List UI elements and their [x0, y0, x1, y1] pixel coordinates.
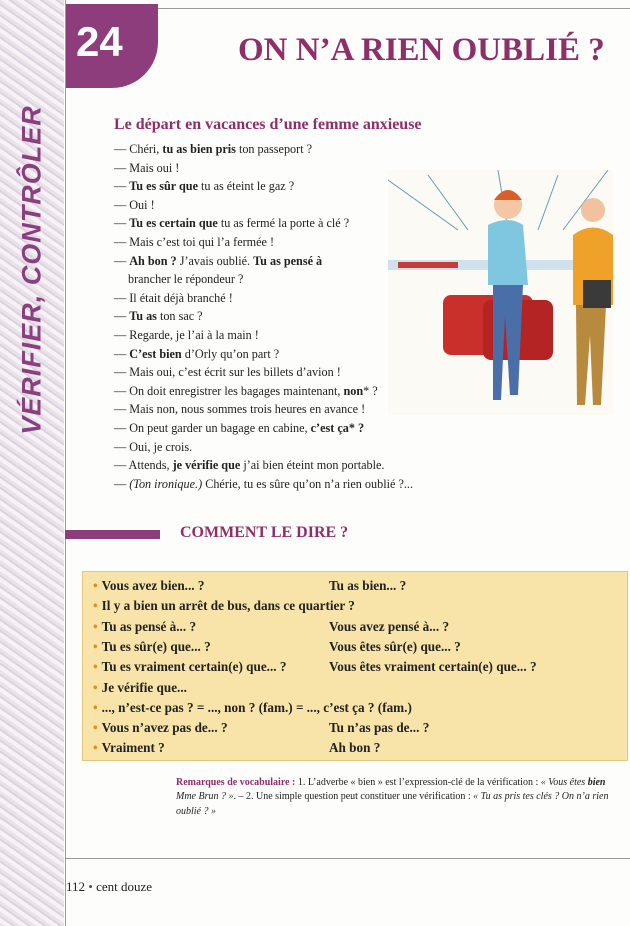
key-expression: Tu es certain que — [129, 216, 218, 231]
expression-formal: Vous avez bien... ? — [101, 578, 205, 593]
dialogue-line — [114, 438, 444, 457]
dialogue-text: ton sac ? — [156, 309, 203, 324]
dialogue-line — [114, 475, 444, 494]
bullet-icon: • — [93, 598, 98, 614]
expression-informal: Ah bon ? — [329, 740, 381, 756]
key-expression: Ah bon ? — [129, 253, 177, 268]
expression-row — [93, 659, 537, 675]
key-expression: je vérifie que — [172, 458, 241, 473]
expression-row — [93, 598, 355, 614]
expression-informal: Tu as bien... ? — [329, 578, 407, 593]
expression-informal: Vous êtes sûr(e) que... ? — [329, 638, 461, 654]
dialogue-title: Le départ en vacances d’une femme anxieuse — [114, 116, 422, 133]
expressions-box — [82, 571, 628, 761]
section-title: COMMENT LE DIRE ? — [180, 524, 349, 541]
dialogue-text: — Attends, — [114, 458, 173, 473]
bullet-icon: • — [93, 618, 98, 634]
expression-row — [93, 720, 430, 736]
section-bar — [65, 530, 160, 539]
vocabulary-remarks — [176, 776, 616, 819]
dialogue-text: * ? — [363, 383, 378, 398]
example-bold: bien — [587, 777, 606, 788]
dialogue-text: — On peut garder un bagage en cabine, — [114, 420, 311, 435]
expression-formal: Tu es sûr(e) que... ? — [101, 638, 211, 654]
lesson-number: 24 — [76, 18, 123, 65]
expression-formal: Tu as pensé à... ? — [101, 618, 197, 634]
expression-row — [93, 680, 187, 696]
bullet-icon: • — [93, 720, 98, 736]
dialogue-text: d’Orly qu’on part ? — [181, 346, 280, 361]
dialogue-text: J’avais oublié. — [176, 253, 254, 268]
dialogue-text: j’ai bien éteint mon portable. — [240, 458, 385, 473]
dialogue-text: — Oui, je crois. — [114, 439, 193, 454]
expression-row — [93, 618, 450, 635]
dialogue-text: — Il était déjà branché ! — [114, 290, 233, 305]
key-expression: Tu es sûr que — [129, 179, 198, 194]
bullet-icon: • — [93, 578, 98, 593]
remarks-heading: Remarques de vocabulaire : — [176, 777, 296, 788]
page-number-words: cent douze — [96, 879, 153, 894]
key-expression: non — [343, 383, 364, 398]
bullet-icon: • — [93, 740, 98, 756]
remark-2: . – 2. Une simple question peut constituer une vérification : — [233, 791, 474, 803]
dialogue-text: — — [114, 346, 130, 361]
dialogue-text: Chérie, tu es sûre qu’on n’a rien oublié ?... — [202, 476, 413, 491]
dialogue-text: — — [114, 476, 130, 491]
dialogue-text: — Mais c’est toi qui l’a fermée ! — [114, 234, 275, 249]
page-number: 112 — [66, 879, 86, 894]
dialogue-text: — — [114, 179, 130, 194]
bullet-icon: • — [93, 679, 98, 695]
dialogue-text: — Regarde, je l’ai à la main ! — [114, 327, 259, 342]
expression-row — [93, 638, 461, 655]
expression-row — [93, 578, 407, 594]
dialogue-text: — — [114, 253, 130, 268]
key-expression: Tu as pensé à — [253, 253, 323, 268]
dialogue-text: tu as éteint le gaz ? — [198, 179, 295, 194]
key-expression: tu as bien pris — [162, 142, 236, 156]
bullet-icon: • — [93, 638, 98, 654]
dialogue-text: — On doit enregistrer les bagages maintenant, — [114, 383, 344, 398]
expression-formal: ..., n’est-ce pas ? = ..., non ? (fam.) = ..., c’est ça ? (fam.) — [101, 699, 412, 715]
key-expression: C’est bien — [129, 346, 182, 361]
dialogue-text: brancher le répondeur ? — [128, 272, 244, 287]
dialogue-text: — Chéri, — [114, 142, 163, 156]
expression-formal: Tu es vraiment certain(e) que... ? — [101, 659, 287, 675]
dialogue-text: — Mais oui, c’est écrit sur les billets d’avion ! — [114, 365, 341, 380]
key-expression: Tu as — [129, 309, 157, 324]
example: « Tu as pris tes clés ? On n’a rien oublié ? » — [176, 791, 609, 817]
dialogue-text: ton passeport ? — [235, 142, 313, 156]
bullet-icon: • — [93, 699, 98, 715]
divider — [65, 0, 66, 926]
chapter-theme: VÉRIFIER, CONTRÔLER — [16, 105, 47, 435]
dialogue-text: — Mais non, nous sommes trois heures en avance ! — [114, 402, 366, 417]
expression-informal: Vous avez pensé à... ? — [329, 618, 450, 634]
expression-informal: Vous êtes vraiment certain(e) que... ? — [329, 659, 537, 675]
dialogue-text: — — [114, 309, 130, 324]
divider — [65, 858, 630, 859]
expression-row — [93, 700, 412, 716]
bullet-icon: • — [93, 659, 98, 675]
lesson-number-badge — [66, 4, 158, 88]
expression-row — [93, 740, 381, 756]
key-expression: c’est ça* ? — [310, 420, 365, 435]
expression-formal: Vraiment ? — [101, 740, 165, 756]
remark-1: 1. L’adverbe « bien » est l’expression-clé de la vérification : — [295, 777, 541, 788]
dialogue-line — [114, 140, 444, 159]
page-footer — [66, 879, 152, 895]
dialogue-line — [114, 419, 444, 438]
page-title: ON N’A RIEN OUBLIÉ ? — [238, 32, 605, 68]
key-expression: (Ton ironique.) — [129, 476, 203, 491]
bullet: • — [88, 879, 93, 894]
dialogue-line — [114, 456, 444, 475]
illustration-airport — [388, 170, 613, 415]
dialogue-text: tu as fermé la porte à clé ? — [217, 216, 350, 231]
expression-formal: Il y a bien un arrêt de bus, dans ce quartier ? — [101, 598, 355, 614]
sidebar-band — [0, 0, 64, 926]
dialogue-text: — Oui ! — [114, 197, 155, 212]
example: « Vous êtes — [540, 777, 588, 788]
expression-formal: Je vérifie que... — [101, 679, 187, 695]
expression-informal: Tu n’as pas de... ? — [329, 720, 430, 736]
dialogue-text: — Mais oui ! — [114, 160, 180, 175]
example: Mme Brun ? » — [176, 791, 234, 803]
dialogue-text: — — [114, 216, 130, 231]
expression-formal: Vous n’avez pas de... ? — [101, 720, 228, 736]
